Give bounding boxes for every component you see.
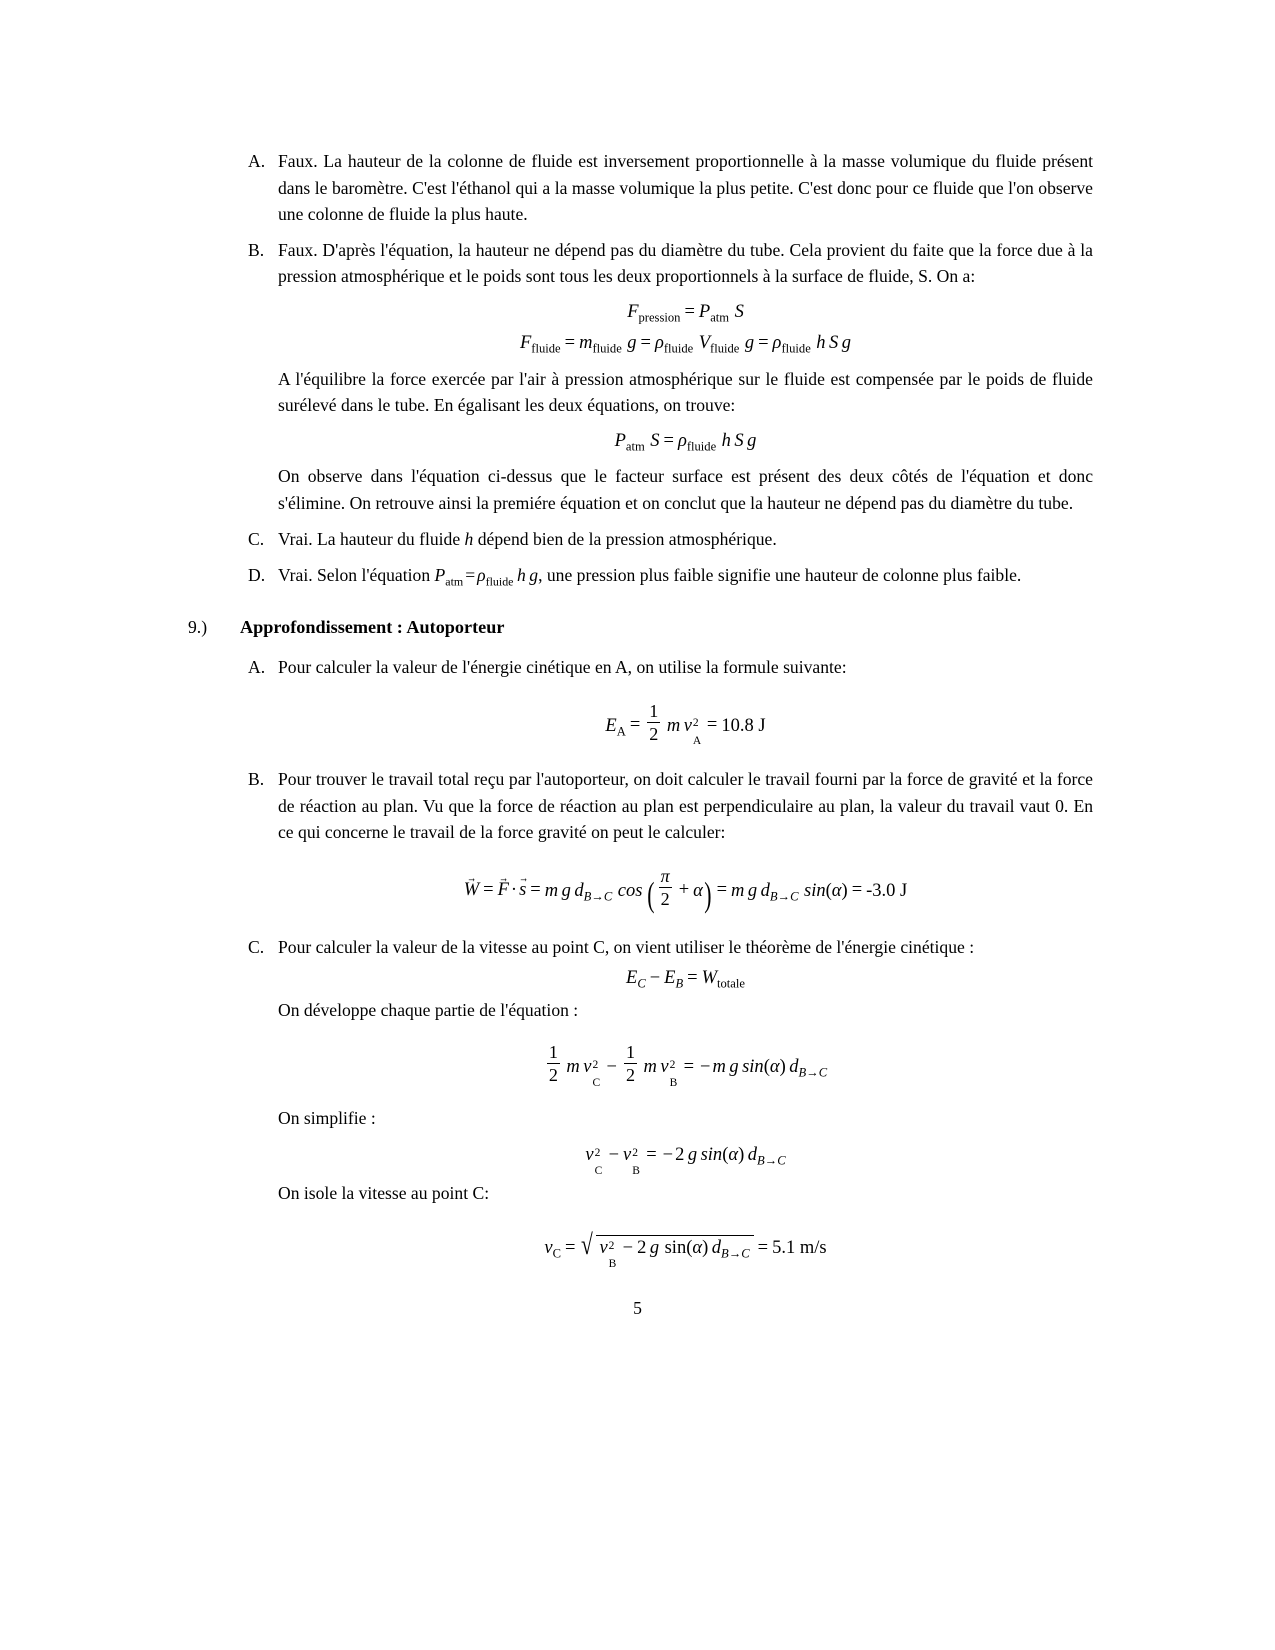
answer-marker-c: C.	[248, 529, 265, 549]
equation-simplifie: v 2 C − v 2 B = − 2 g sin(α) $d_{B\to C}$	[585, 1144, 786, 1177]
q9-text-b: Pour trouver le travail total reçu par l'autoporteur, on doit calculer le travail fourni par la force de gravité et la force de réaction au plan. Vu que la force de réaction au plan est perpendiculaire au plan, la valeur du travail vaut 0. En ce qui concerne le travail de la force gravité on peut le calculer:	[278, 769, 1093, 843]
coefficient-two: 2	[675, 1144, 685, 1165]
radicand: v 2 B − 2 g sin(α) $d_{B\to C}$	[596, 1235, 753, 1258]
page-content	[188, 148, 1093, 1270]
vector-w: W →	[464, 881, 479, 900]
radical-sign: √	[581, 1228, 594, 1261]
q9-marker-b: B.	[248, 769, 265, 790]
equation-equilibrium: $P_{atm}$ $S = \rho_{fluide}$ h S g	[614, 430, 757, 454]
inline-math-h: h	[464, 529, 474, 549]
fraction-one-half: $\frac{1}{2}$	[649, 700, 659, 744]
q9-item-b	[188, 766, 1093, 912]
equation-f-fluide: $F_{fluide} = m_{fluide}$ $g = \rho_{fluide}$ $V_{fluide}$ $g = \rho_{fluide}$ h S g	[519, 333, 852, 356]
paragraph-simplifie: On simplifie :	[278, 1108, 376, 1129]
equation-developpe: $\frac{1}{2}$ m v 2 C − $\frac{1}{2}$ m v 2 B = − m g sin(α) $d_{B\to C}$	[548, 1041, 828, 1089]
answer-d-text-after: , une pression plus faible signifie une hauteur de colonne plus faible.	[538, 564, 1022, 585]
answer-text-d: Vrai. Selon l'équation $P_{atm} = \rho_{fluide}$ h g, une pression plus faible signifie une hauteur de colonne plus faible.	[278, 564, 1022, 589]
answer-d-text-before: Vrai. Selon l'équation	[278, 564, 435, 585]
answer-c-text-after: dépend bien de la pression atmosphérique.	[473, 529, 777, 549]
page-number: 5	[633, 1298, 642, 1318]
inline-math-patm: P	[434, 564, 446, 585]
answer-item-c	[188, 526, 1093, 553]
section-number: 9.)	[188, 617, 208, 637]
vector-s: s →	[519, 881, 526, 900]
answer-c-text-before: Vrai. La hauteur du fluide	[278, 529, 465, 549]
paren-close: )	[704, 875, 712, 914]
equation-vitesse-c: $v_C$ = √ v 2 B − 2 g sin(α) $d_{B\to C} = 5.1$ m/s	[544, 1228, 827, 1270]
section-title: Approfondissement : Autoporteur	[240, 617, 505, 637]
paragraph-developpe: On développe chaque partie de l'équation :	[278, 1000, 579, 1021]
answer-item-a	[188, 148, 1093, 228]
answer-marker-d: D.	[248, 564, 266, 585]
answer-text-a: Faux. La hauteur de la colonne de fluide est inversement proportionnelle à la masse volumique du fluide présent dans le baromètre. C'est l'éthanol qui a la masse volumique la plus petite. C'est donc pour ce fluide que l'on observe une colonne de fluide la plus haute.	[278, 151, 1093, 224]
equation-energie-a: $E_A$ = $\frac{1}{2}$ m v 2 A = 10.8 J	[605, 700, 766, 748]
q9-marker-c: C.	[248, 937, 265, 958]
result-energie-a: 10.8 J	[721, 715, 766, 736]
paren-open: (	[647, 875, 655, 914]
fraction-one-half-c: $\frac{1}{2}$	[548, 1041, 558, 1085]
equation-travail: W → = F → · s → = m g $d_{B\to C}$ cos ( $\frac{\pi}{2}$ + α) = m g $d_{B\to C}$ sin(α) = -3.0 J	[278, 866, 1093, 913]
q9-text-a: Pour calculer la valeur de l'énergie cinétique en A, on utilise la formule suivante:	[278, 657, 847, 677]
q9-text-c: Pour calculer la valeur de la vitesse au point C, on vient utiliser le théorème de l'énergie cinétique :	[278, 937, 975, 958]
fraction-pi-over-two: $\frac{\pi}{2}$	[660, 865, 670, 909]
q9-item-c	[188, 934, 1093, 1270]
result-travail: -3.0 J	[866, 880, 908, 901]
answer-marker-b: B.	[248, 239, 265, 260]
answer-item-d	[188, 562, 1093, 589]
fraction-one-half-b: $\frac{1}{2}$	[625, 1041, 635, 1085]
answer-item-b	[188, 237, 1093, 517]
paragraph-conclusion: On observe dans l'équation ci-dessus que le facteur surface est présent des deux côtés de l'équation et donc s'élimine. On retrouve ainsi la premiére équation et on conclut que la hauteur ne dépend pas du diamètre du tube.	[278, 466, 1093, 513]
section-heading-9	[188, 614, 1093, 640]
vector-f: F →	[498, 881, 509, 900]
answer-marker-a: A.	[248, 151, 266, 171]
result-vitesse-c: 5.1 m/s	[772, 1237, 827, 1258]
answer-list-q9	[188, 654, 1093, 1270]
q9-marker-a: A.	[248, 657, 266, 677]
answer-text-c	[278, 526, 1093, 553]
paragraph-equilibrium: A l'équilibre la force exercée par l'air à pression atmosphérique sur le fluide est compensée par le poids de fluide surélevé dans le tube. En égalisant les deux équations, on trouve:	[278, 368, 1093, 415]
equation-f-pression: $F_{pression} = P_{atm}$ S	[627, 301, 744, 325]
equation-theoreme: $E_C - E_B = W_{totale}$	[626, 967, 745, 991]
answer-text-b: Faux. D'après l'équation, la hauteur ne dépend pas du diamètre du tube. Cela provient du faite que la force due à la pression atmosphérique et le poids sont tous les deux proportionnels à la surface de fluide, S. On a:	[278, 239, 1093, 286]
paragraph-isole: On isole la vitesse au point C:	[278, 1183, 490, 1204]
q9-item-a	[188, 654, 1093, 748]
answer-list-q8	[188, 148, 1093, 588]
